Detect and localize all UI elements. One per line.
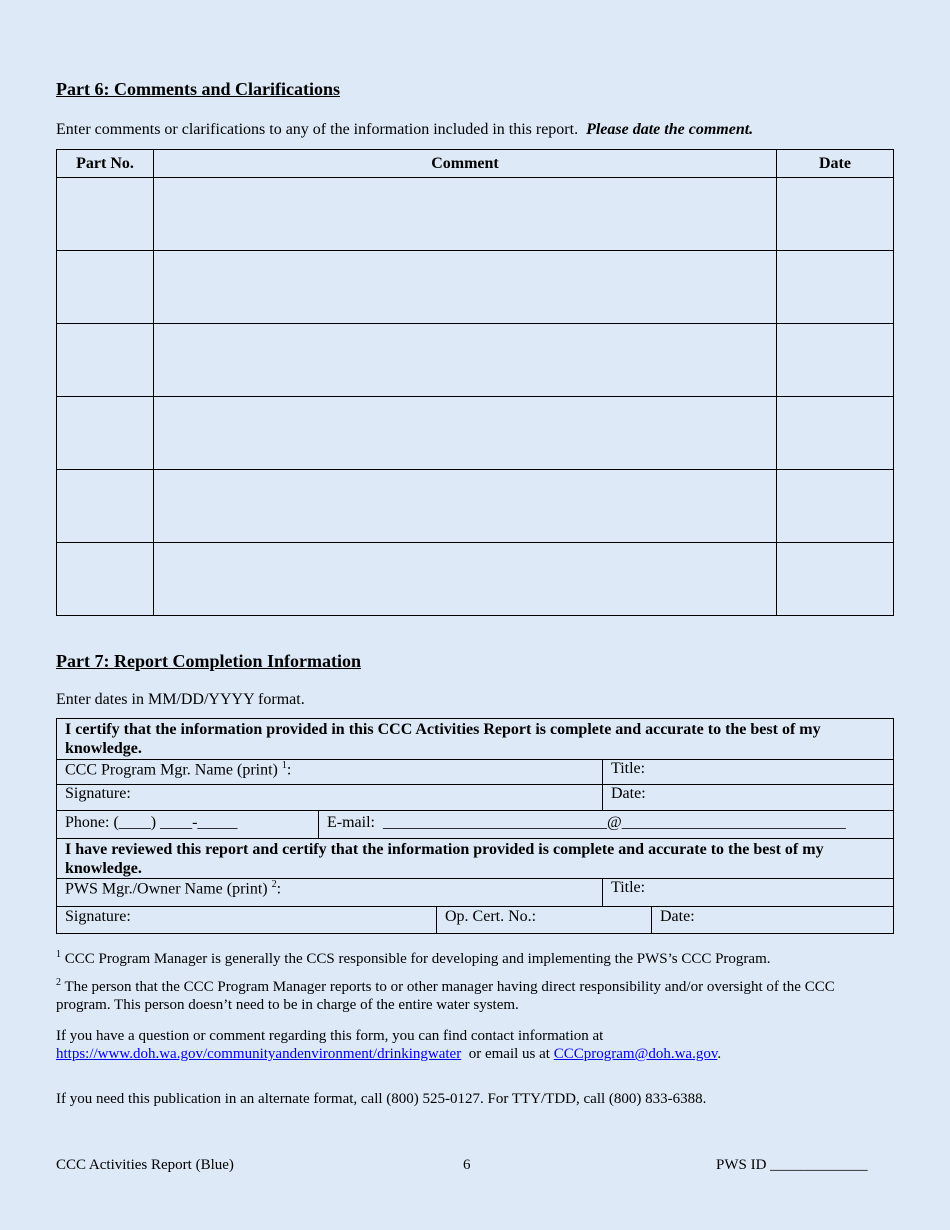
ccc-name-field[interactable]: CCC Program Mgr. Name (print) $^1$: (57, 760, 603, 785)
table-header-row (57, 150, 894, 178)
pws-id-field[interactable]: PWS ID _____________ (716, 1157, 868, 1173)
alt-format-notice: If you need this publication in an alternate format, call (800) 525-0127. For TTY/TDD, call (800) 833-6388. (56, 1091, 707, 1107)
footnote-1-number: 1 (56, 949, 61, 960)
comment-cell[interactable] (154, 324, 777, 397)
date-cell[interactable] (777, 397, 894, 470)
part6-instruction (56, 121, 753, 139)
opcert-field[interactable]: Op. Cert. No.: (437, 907, 652, 934)
footnote-1 (56, 946, 894, 968)
table-row (57, 178, 894, 251)
cert1-statement: I certify that the information provided in this CCC Activities Report is complete and accurate to the best of my knowledge. (57, 719, 894, 760)
part-cell[interactable] (57, 178, 154, 251)
contact-row (57, 811, 894, 839)
col-date: Date (777, 150, 894, 178)
comment-cell[interactable] (154, 251, 777, 324)
part7-heading: Part 7: Report Completion Information (56, 651, 361, 671)
part-cell[interactable] (57, 324, 154, 397)
ccc-title-field[interactable]: Title: (603, 760, 894, 785)
date-cell[interactable] (777, 324, 894, 397)
pws-name-row (57, 879, 894, 907)
footnote-ref-2: 2 (271, 879, 277, 890)
footnote-2-text: The person that the CCC Program Manager reports to or other manager having direct responsibility and/or oversight of the CCC program. This person doesn’t need to be in charge of the entire water system. (56, 979, 835, 1013)
cert2-statement: I have reviewed this report and certify that the information provided is complete and accurate to the best of my knowledge. (57, 839, 894, 879)
pws-date-field[interactable]: Date: (652, 907, 894, 934)
pws-name-field[interactable]: PWS Mgr./Owner Name (print) $^2$: (57, 879, 603, 907)
pws-signature-row (57, 907, 894, 934)
contact-line: If you have a question or comment regarding this form, you can find contact information at (56, 1028, 604, 1044)
ccc-date-field[interactable]: Date: (603, 785, 894, 811)
col-part-no: Part No. (57, 150, 154, 178)
col-comment: Comment (154, 150, 777, 178)
instruction-emphasis: Please date the comment. (586, 121, 754, 138)
date-cell[interactable] (777, 251, 894, 324)
date-cell[interactable] (777, 178, 894, 251)
ccc-name-row (57, 760, 894, 785)
date-cell[interactable] (777, 470, 894, 543)
ccc-signature-field[interactable]: Signature: (57, 785, 603, 811)
footer-title: CCC Activities Report (Blue) (56, 1157, 234, 1173)
footnote-1-text: CCC Program Manager is generally the CCS responsible for developing and implementing the PWS’s CCC Program. (61, 951, 771, 967)
comments-table (56, 149, 894, 616)
part-cell[interactable] (57, 397, 154, 470)
footnote-2-number: 2 (56, 977, 61, 988)
comment-cell[interactable] (154, 178, 777, 251)
page-number: 6 (463, 1157, 471, 1173)
table-row (57, 251, 894, 324)
table-row (57, 324, 894, 397)
ccc-signature-row (57, 785, 894, 811)
contact-info (56, 1027, 894, 1063)
part-cell[interactable] (57, 470, 154, 543)
website-link[interactable]: https://www.doh.wa.gov/communityandenvironment/drinkingwater (56, 1046, 462, 1062)
date-cell[interactable] (777, 543, 894, 616)
email-link[interactable]: CCCprogram@doh.wa.gov (553, 1046, 718, 1062)
comment-cell[interactable] (154, 470, 777, 543)
table-row (57, 470, 894, 543)
comment-cell[interactable] (154, 397, 777, 470)
comment-cell[interactable] (154, 543, 777, 616)
part7-instruction: Enter dates in MM/DD/YYYY format. (56, 691, 305, 708)
part6-heading: Part 6: Comments and Clarifications (56, 79, 340, 99)
email-field[interactable]: E-mail: ____________________________@____________________________ (319, 811, 894, 839)
part-cell[interactable] (57, 543, 154, 616)
completion-table (56, 718, 894, 934)
pws-name-label: PWS Mgr./Owner Name (print) (65, 880, 268, 898)
cert1-row (57, 719, 894, 760)
table-row (57, 543, 894, 616)
pws-signature-field[interactable]: Signature: (57, 907, 437, 934)
table-row (57, 397, 894, 470)
ccc-name-label: CCC Program Mgr. Name (print) (65, 761, 278, 779)
cert2-row (57, 839, 894, 879)
phone-field[interactable]: Phone: (____) ____-_____ (57, 811, 319, 839)
instruction-text: Enter comments or clarifications to any of the information included in this report. (56, 121, 587, 138)
pws-title-field[interactable]: Title: (603, 879, 894, 907)
contact-mid-text: or email us at (461, 1046, 554, 1062)
footnote-2 (56, 974, 886, 1014)
part-cell[interactable] (57, 251, 154, 324)
contact-end: . (717, 1046, 722, 1062)
footnote-ref-1: 1 (281, 760, 287, 771)
